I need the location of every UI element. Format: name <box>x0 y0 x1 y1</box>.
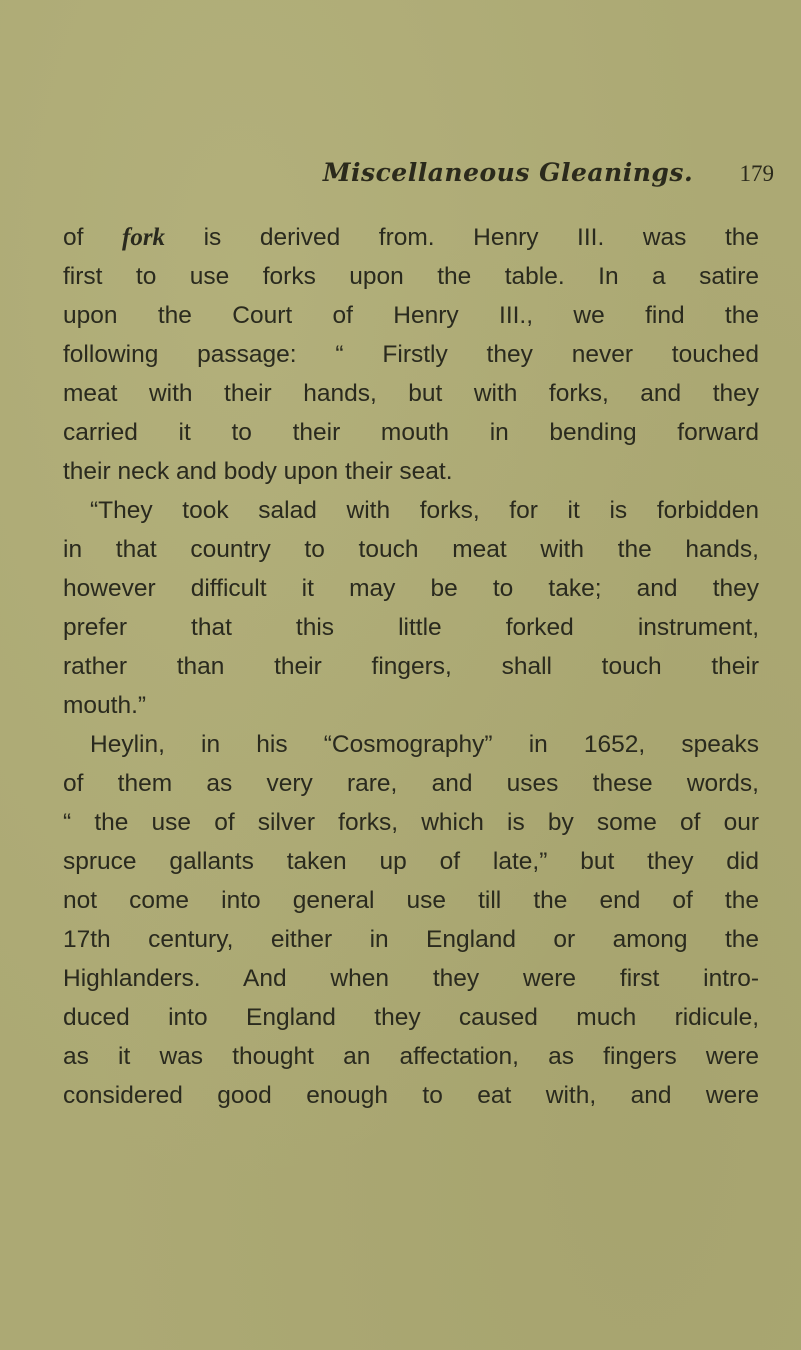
text-line: not come into general use till the end of the <box>63 887 759 914</box>
text-line: Highlanders. And when they were first intro- <box>63 965 759 992</box>
text-line: following passage: “ Firstly they never touched <box>63 341 759 368</box>
text-line: their neck and body upon their seat. <box>63 458 453 485</box>
text-line: “They took salad with forks, for it is forbidden <box>90 497 759 524</box>
text-line: meat with their hands, but with forks, and they <box>63 380 759 407</box>
text-span: is derived from. Henry III. was the <box>165 224 759 251</box>
text-line: in that country to touch meat with the hands, <box>63 536 759 563</box>
text-line: carried it to their mouth in bending forward <box>63 419 759 446</box>
running-head <box>0 158 801 192</box>
text-line: as it was thought an affectation, as fingers were <box>63 1043 759 1070</box>
text-line: however difficult it may be to take; and they <box>63 575 759 602</box>
text-line: “ the use of silver forks, which is by some of our <box>63 809 759 836</box>
page-number: 179 <box>739 161 774 186</box>
text-line: upon the Court of Henry III., we find the <box>63 302 759 329</box>
text-line: duced into England they caused much ridicule, <box>63 1004 759 1031</box>
running-title: Miscellaneous Gleanings. <box>322 158 694 187</box>
text-line: 17th century, either in England or among the <box>63 926 759 953</box>
text-line: mouth.” <box>63 692 147 719</box>
text-span: of <box>63 224 122 251</box>
italic-word: fork <box>122 224 166 251</box>
text-line <box>63 218 759 258</box>
text-line: Heylin, in his “Cosmography” in 1652, speaks <box>90 731 759 758</box>
text-line: of them as very rare, and uses these words, <box>63 770 759 797</box>
text-line: spruce gallants taken up of late,” but they did <box>63 848 759 875</box>
text-line: considered good enough to eat with, and were <box>63 1082 759 1109</box>
text-line: prefer that this little forked instrument, <box>63 614 759 641</box>
text-line: first to use forks upon the table. In a satire <box>63 263 759 290</box>
text-line: rather than their fingers, shall touch their <box>63 653 759 680</box>
